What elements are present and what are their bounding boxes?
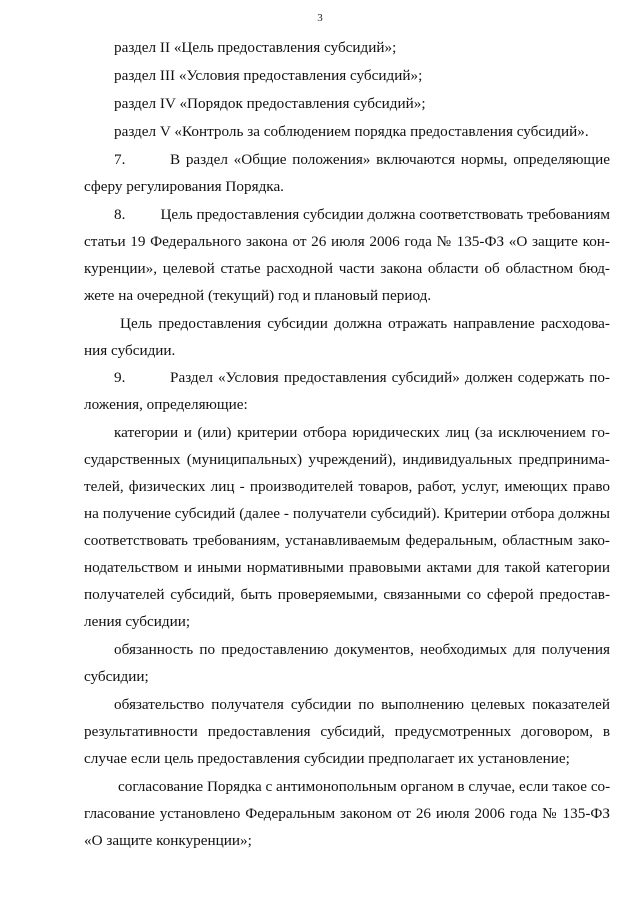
text-line: раздел V «Контроль за соблюдением порядка предоставления субсидий». (114, 123, 589, 140)
text-line: согласование Порядка с антимонопольным органом в случае, если такое со- (118, 778, 611, 795)
item-number: 8. (114, 206, 126, 223)
text-line: ния субсидии. (84, 342, 176, 359)
text-line: сударственных (муниципальных) учреждений), индивидуальных предпринима- (84, 451, 610, 468)
text-line: соответствовать требованиям, устанавливаемым федеральным, областным зако- (84, 532, 610, 549)
numbered-line (114, 150, 610, 170)
text-line: сферу регулирования Порядка. (84, 178, 284, 195)
page-number: 3 (317, 12, 323, 24)
text-line: обязательство получателя субсидии по выполнению целевых показателей (114, 696, 610, 713)
text-line: раздел III «Условия предоставления субсидий»; (114, 67, 423, 84)
numbered-line (114, 368, 610, 388)
text-line: раздел II «Цель предоставления субсидий»; (114, 39, 397, 56)
text-line: жете на очередной (текущий) год и плановый период. (84, 287, 432, 304)
item-number: 9. (114, 369, 126, 386)
numbered-line (114, 205, 610, 225)
text-line: нодательством и иными нормативными правовыми актами для такой категории (84, 559, 610, 576)
text-line: Раздел «Условия предоставления субсидий» должен содержать по- (170, 369, 610, 386)
text-line: «О защите конкуренции»; (84, 832, 252, 849)
text-line: получателей субсидий, быть проверяемыми, связанными со сферой предостав- (84, 586, 610, 603)
text-line: на получение субсидий (далее - получатели субсидий). Критерии отбора должны (84, 505, 610, 522)
item-number: 7. (114, 151, 126, 168)
text-line: раздел IV «Порядок предоставления субсидий»; (114, 95, 426, 112)
text-line: субсидии; (84, 668, 149, 685)
text-line: куренции», целевой статье расходной части закона области об областном бюд- (84, 260, 610, 277)
text-line: В раздел «Общие положения» включаются нормы, определяющие (170, 151, 610, 168)
text-line: ления субсидии; (84, 613, 191, 630)
text-line: результативности предоставления субсидий, предусмотренных договором, в (84, 723, 610, 740)
text-line: гласование установлено Федеральным законом от 26 июля 2006 года № 135-ФЗ (84, 805, 610, 822)
text-line: телей, физических лиц - производителей товаров, работ, услуг, имеющих право (84, 478, 610, 495)
text-line: статьи 19 Федерального закона от 26 июля 2006 года № 135-ФЗ «О защите кон- (84, 233, 610, 250)
text-line: Цель предоставления субсидии должна отражать направление расходова- (120, 315, 610, 332)
text-line: Цель предоставления субсидии должна соответствовать требованиям (160, 206, 610, 223)
text-line: категории и (или) критерии отбора юридических лиц (за исключением го- (114, 424, 610, 441)
text-line: случае если цель предоставления субсидии предполагает их установление; (84, 750, 570, 767)
text-line: обязанность по предоставлению документов, необходимых для получения (114, 641, 610, 658)
text-line: ложения, определяющие: (84, 396, 248, 413)
